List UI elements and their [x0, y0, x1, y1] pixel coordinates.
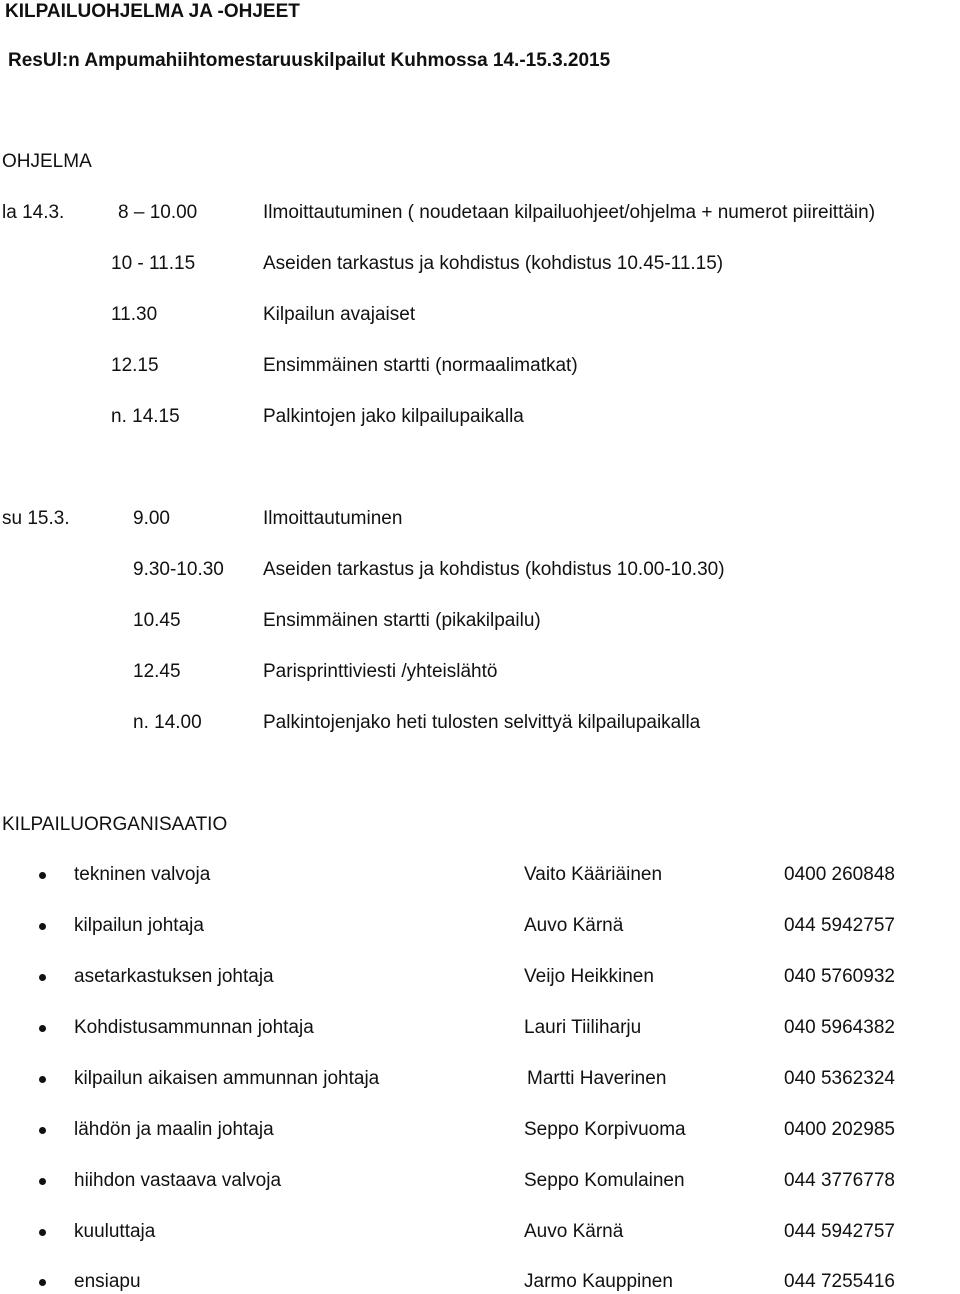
member-phone: 044 3776778	[784, 1170, 895, 1191]
saturday-day-label: la 14.3.	[2, 202, 65, 223]
member-name: Jarmo Kauppinen	[524, 1271, 673, 1292]
schedule-time: 12.45	[133, 661, 181, 682]
member-role: asetarkastuksen johtaja	[74, 966, 274, 987]
schedule-time: 10 - 11.15	[111, 253, 196, 274]
member-phone: 0400 260848	[784, 864, 895, 885]
member-phone: 040 5760932	[784, 966, 895, 987]
member-name: Veijo Heikkinen	[524, 966, 654, 987]
organization-heading: KILPAILUORGANISAATIO	[2, 814, 228, 835]
bullet-icon	[39, 1229, 46, 1236]
schedule-description: Ensimmäinen startti (normaalimatkat)	[263, 355, 578, 376]
sunday-day-label: su 15.3.	[2, 508, 70, 529]
schedule-description: Kilpailun avajaiset	[263, 304, 416, 325]
schedule-time: n. 14.15	[111, 406, 180, 427]
member-role: hiihdon vastaava valvoja	[74, 1170, 282, 1191]
schedule-time: 9.00	[133, 508, 170, 529]
schedule-description: Ensimmäinen startti (pikakilpailu)	[263, 610, 541, 631]
member-role: lähdön ja maalin johtaja	[74, 1119, 274, 1140]
member-name: Martti Haverinen	[527, 1068, 667, 1089]
document-title: KILPAILUOHJELMA JA -OHJEET	[5, 1, 300, 22]
schedule-time: 11.30	[111, 304, 158, 325]
document-subtitle: ResUl:n Ampumahiihtomestaruuskilpailut Kuhmossa 14.-15.3.2015	[8, 50, 611, 71]
schedule-description: Palkintojenjako heti tulosten selvittyä kilpailupaikalla	[263, 712, 701, 733]
schedule-description: Palkintojen jako kilpailupaikalla	[263, 406, 524, 427]
member-name: Vaito Kääriäinen	[524, 864, 663, 885]
member-role: kilpailun aikaisen ammunnan johtaja	[74, 1068, 380, 1089]
schedule-time: 12.15	[111, 355, 159, 376]
member-role: kuuluttaja	[74, 1221, 156, 1242]
member-phone: 040 5362324	[784, 1068, 895, 1089]
member-role: ensiapu	[74, 1271, 141, 1292]
schedule-time: 8 – 10.00	[118, 202, 198, 223]
member-role: Kohdistusammunnan johtaja	[74, 1017, 314, 1038]
member-phone: 044 7255416	[784, 1271, 895, 1292]
member-phone: 040 5964382	[784, 1017, 895, 1038]
bullet-icon	[39, 923, 46, 930]
bullet-icon	[39, 1127, 46, 1134]
bullet-icon	[39, 872, 46, 879]
schedule-time: n. 14.00	[133, 712, 202, 733]
member-name: Seppo Korpivuoma	[524, 1119, 686, 1140]
member-name: Auvo Kärnä	[524, 1221, 624, 1242]
schedule-description: Aseiden tarkastus ja kohdistus (kohdistus 10.00-10.30)	[263, 559, 725, 580]
program-heading: OHJELMA	[2, 151, 92, 172]
schedule-description: Aseiden tarkastus ja kohdistus (kohdistus 10.45-11.15)	[263, 253, 724, 274]
bullet-icon	[39, 1076, 46, 1083]
schedule-description: Parisprinttiviesti /yhteislähtö	[263, 661, 498, 682]
schedule-time: 10.45	[133, 610, 181, 631]
member-phone: 044 5942757	[784, 1221, 895, 1242]
bullet-icon	[39, 1178, 46, 1185]
schedule-time: 9.30-10.30	[133, 559, 224, 580]
member-name: Auvo Kärnä	[524, 915, 624, 936]
bullet-icon	[39, 1279, 46, 1286]
schedule-description: Ilmoittautuminen ( noudetaan kilpailuohjeet/ohjelma + numerot piireittäin)	[263, 202, 876, 223]
member-phone: 044 5942757	[784, 915, 895, 936]
bullet-icon	[39, 1025, 46, 1032]
member-phone: 0400 202985	[784, 1119, 895, 1140]
member-name: Seppo Komulainen	[524, 1170, 685, 1191]
member-role: kilpailun johtaja	[74, 915, 204, 936]
member-name: Lauri Tiiliharju	[524, 1017, 642, 1038]
schedule-description: Ilmoittautuminen	[263, 508, 403, 529]
member-role: tekninen valvoja	[74, 864, 211, 885]
bullet-icon	[39, 974, 46, 981]
